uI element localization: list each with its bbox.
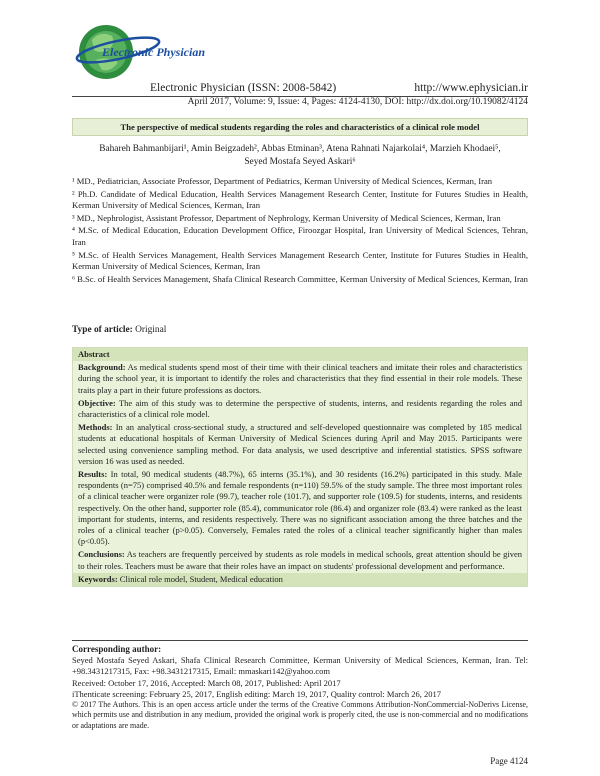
license-text: © 2017 The Authors. This is an open access article under the terms of the Creative Commons Attribution-NonCommercial-NoDerivs License, which permits use and distribution in any medium, provided the original work is properly cited, the use is non-commercial and no modifications or adaptations are made. [72,700,528,730]
abstract-background: Background: As medical students spend most of their time with their clinical teachers and imitate their roles and characteristics during the school year, it is important to identify the roles and characteristics that they find essential in their role models. These traits play a part in their future professions as doctors. [78,362,523,395]
journal-name: Electronic Physician (ISSN: 2008-5842) [150,82,337,94]
abstract-keywords: Keywords: Clinical role model, Student, Medical education [73,573,527,586]
screening-info: iThenticate screening: February 25, 2017, English editing: March 19, 2017, Quality control: March 26, 2017 [72,688,441,699]
author-list [80,143,520,169]
affiliations [72,176,528,286]
affiliation-item: ¹ MD., Pediatrician, Associate Professor, Department of Pediatrics, Kerman University of Medical Sciences, Kerman, Iran [72,176,493,186]
affiliation-item: ⁴ M.Sc. of Medical Education, Education Development Office, Firoozgar Hospital, Iran University of Medical Sciences, Tehran, Iran [72,225,528,247]
type-value: Original [135,325,167,335]
abstract-methods: Methods: In an analytical cross-sectional study, a structured and self-developed questionnaire was completed by 185 medical students at educational hospitals of Kerman University of Medical Sciences during April and May 2015. Participants were selected using convenience sampling method. For data analysis, we used descriptive and inferential statistics. SPSS software version 16 was used as needed. [78,422,522,466]
footer-rule [72,640,528,641]
journal-logo [66,20,205,82]
abstract-box [72,347,528,587]
abstract-objective: Objective: The aim of this study was to determine the perspective of students, interns, and residents regarding the roles and characteristics of a clinical role model. [78,397,522,420]
page-number: Page 4124 [490,756,528,766]
authors-line-1: Bahareh Bahmanbijari¹, Amin Beigzadeh², Abbas Etminan³, Atena Rahnati Najarkolai⁴, Marzieh Khodaei⁵, [99,144,501,154]
abstract-results: Results: In total, 90 medical students (48.7%), 65 interns (35.1%), and 30 residents (16.2%) participated in this study. Male respondents (n=75) comprised 40.5% and female respondents (n=110) 59.5% of the study sample. The three most important roles of a clinical teacher were organizer role (99.7), teacher role (101.7), and supporter role (109.5) for students, interns, and residents respectively. On the other hand, supporter role (85.4), communicator role (86.4) and organizer role (83.4) were ranked as the least important for students, interns, and residents respectively. There was no significant association among the three batches and the roles of a clinical teacher (p>0.05). Conversely, Females rated the roles of a clinical teacher significantly higher than males (p<0.05). [78,469,522,547]
affiliation-item: ⁶ B.Sc. of Health Services Management, Shafa Clinical Research Committee, Kerman University of Medical Sciences, Kerman, Iran [72,273,528,284]
type-of-article [72,325,166,335]
article-title: The perspective of medical students regarding the roles and characteristics of a clinical role model [72,118,528,136]
affiliation-item: ² Ph.D. Candidate of Medical Education, Health Services Management Research Center, Institute for Futures Studies in Health, Kerman University of Medical Sciences, Kerman, Iran [72,188,528,211]
corresponding-text: Seyed Mostafa Seyed Askari, Shafa Clinical Research Committee, Kerman University of Medical Sciences, Kerman, Iran. Tel: +98.3431217315, Fax: +98.3431217315, Email: mmaskari142@yahoo.com [72,655,528,677]
abstract-heading: Abstract [73,348,527,361]
logo-text: Electronic Physician [102,45,205,59]
issue-meta: April 2017, Volume: 9, Issue: 4, Pages: 4124-4130, DOI: http://dx.doi.org/10.19082/4124 [187,97,528,107]
corresponding-heading: Corresponding author: [72,644,162,654]
journal-url[interactable]: http://www.ephysician.ir [414,82,528,94]
affiliation-item: ⁵ M.Sc. of Health Services Management, Health Services Management Research Center, Institute for Futures Studies in Health, Kerman University of Medical Sciences, Kerman, Iran [72,249,528,272]
affiliation-item: ³ MD., Nephrologist, Assistant Professor, Department of Nephrology, Kerman University of Medical Sciences, Kerman, Iran [72,212,501,223]
type-label: Type of article: [72,325,133,335]
authors-line-2: Seyed Mostafa Seyed Askari⁶ [244,157,356,167]
abstract-conclusions: Conclusions: As teachers are frequently perceived by students as role models in medical schools, great attention should be given to their roles. Teachers must be aware that their roles have an impact on students' professional development and performance. [78,549,522,571]
article-dates: Received: October 17, 2016, Accepted: March 08, 2017, Published: April 2017 [72,677,341,688]
corresponding-author [72,644,528,731]
